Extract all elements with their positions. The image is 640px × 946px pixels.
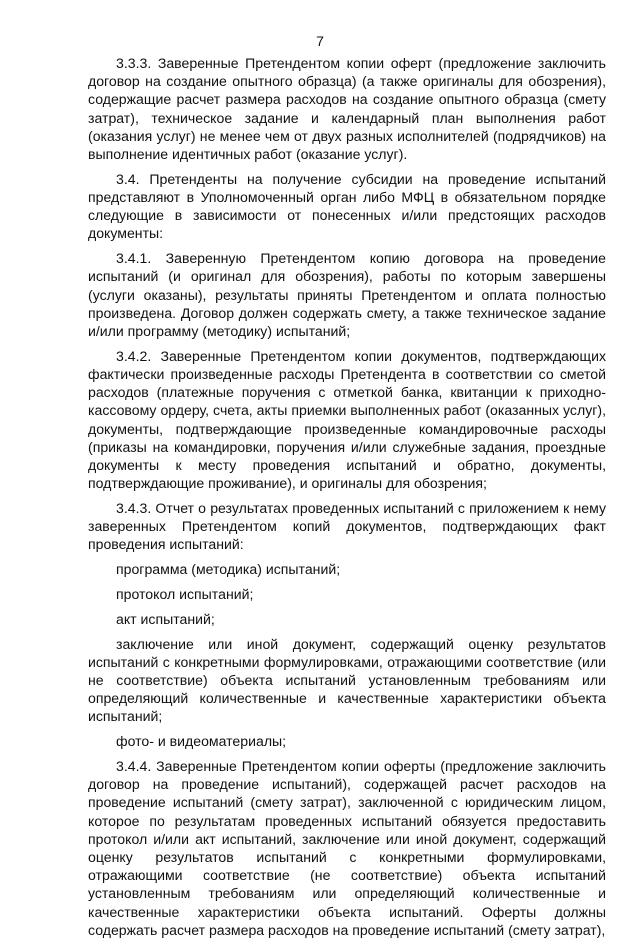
paragraph-3-4-2: 3.4.2. Заверенные Претендентом копии документов, подтверждающих фактически произведенные расходы Претендента в соответствии со сметой расходов (платежные поручения с отметкой банка, квитанции к приходно-кассовому ордеру, счета, акты приемки выполненных работ (оказанных услуг), документы, подтверждающие произведенные командировочные расходы (приказы на командировки, поручения и/или служебные задания, проездные документы к месту проведения испытаний и обратно, документы, подтверждающие проживание), и оригиналы для обозрения; — [88, 347, 606, 492]
paragraph-3-4-3: 3.4.3. Отчет о результатах проведенных испытаний с приложением к нему заверенных Претендентом копий документов, подтверждающих факт проведения испытаний: — [88, 500, 606, 553]
list-item-program: программа (методика) испытаний; — [116, 561, 341, 578]
list-item-conclusion: заключение или иной документ, содержащий оценку результатов испытаний с конкретными формулировками, отражающими соответствие (или не соответствие) объекта испытаний установленным требованиям или определяющий количественные и качественные характеристики объекта испытаний; — [88, 635, 606, 725]
paragraph-3-3-3: 3.3.3. Заверенные Претендентом копии оферт (предложение заключить договор на создание опытного образца) (а также оригиналы для обозрения), содержащие расчет размера расходов на создание опытного образца (смету затрат), техническое задание и календарный план выполнения работ (оказания услуг) не менее чем от двух разных исполнителей (подрядчиков) на выполнение идентичных работ (оказание услуг). — [88, 55, 606, 163]
paragraph-3-4-4: 3.4.4. Заверенные Претендентом копии оферты (предложение заключить договор на проведение испытаний), содержащей расчет расходов на проведение испытаний (смету затрат), заключенной с юридическим лицом, которое по результатам проведенных испытаний обязуется предоставить протокол и/или акт испытаний, заключение или иной документ, содержащий оценку результатов испытаний с конкретными формулировками, отражающими соответствие (не соответствие) объекта испытаний установленным требованиям или определяющий количественные и качественные характеристики объекта испытаний. Оферты должны содержать расчет размера расходов на проведение испытаний (смету затрат), — [88, 758, 606, 938]
paragraph-3-4-1: 3.4.1. Заверенную Претендентом копию договора на проведение испытаний (и оригинал для обозрения), работы по которым завершены (услуги оказаны), результаты приняты Претендентом и оплата полностью произведена. Договор должен содержать смету, а также техническое задание и/или программу (методику) испытаний; — [88, 250, 606, 340]
list-item-media: фото- и видеоматериалы; — [116, 733, 287, 750]
list-item-act: акт испытаний; — [116, 610, 215, 627]
document-body — [88, 54, 606, 946]
page-number: 7 — [316, 33, 324, 49]
paragraph-3-4: 3.4. Претенденты на получение субсидии на проведение испытаний представляют в Уполномоченный орган либо МФЦ в обязательном порядке следующие в зависимости от понесенных и/или предстоящих расходов документы: — [88, 170, 606, 242]
list-item-protocol: протокол испытаний; — [116, 586, 254, 603]
